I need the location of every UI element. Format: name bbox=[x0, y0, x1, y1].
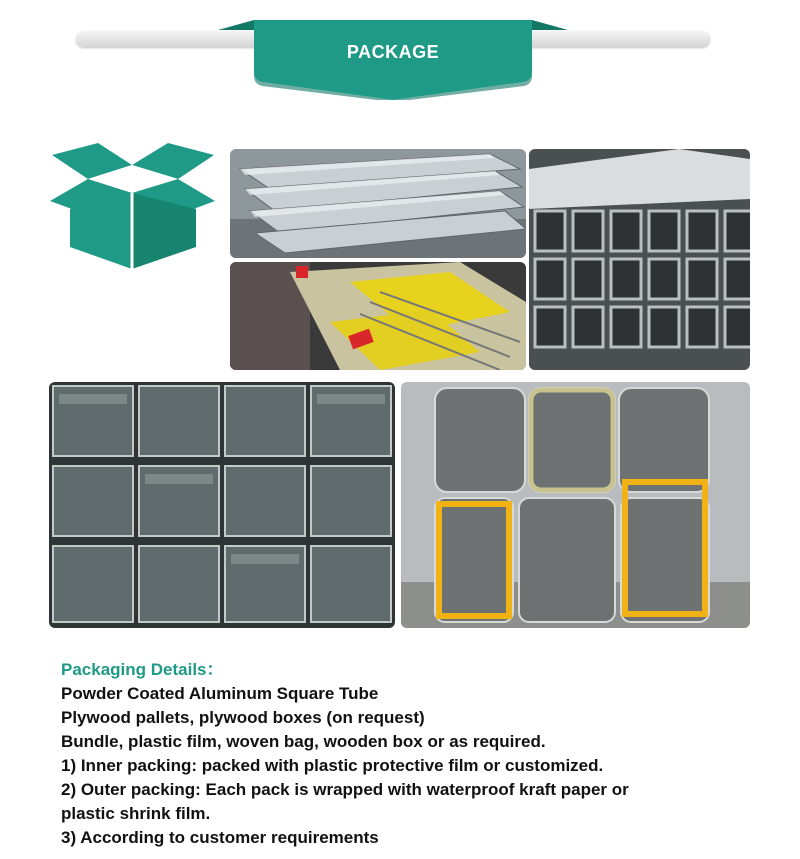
details-line-outer-packing: 2) Outer packing: Each pack is wrapped with waterproof kraft paper or bbox=[61, 780, 629, 799]
woven-bag-bundles-photo bbox=[401, 382, 750, 628]
details-line-customer-req: 3) According to customer requirements bbox=[61, 828, 379, 847]
details-heading: Packaging Details： bbox=[61, 660, 224, 679]
details-line-pallets: Plywood pallets, plywood boxes (on request) bbox=[61, 708, 425, 727]
packaging-details bbox=[61, 658, 761, 850]
banner-title: PACKAGE bbox=[346, 42, 440, 62]
details-line-outer-packing-cont: plastic shrink film. bbox=[61, 804, 211, 823]
square-tubes-closeup-photo bbox=[529, 149, 750, 370]
details-line-inner-packing: 1) Inner packing: packed with plastic protective film or customized. bbox=[61, 756, 604, 775]
open-box-icon bbox=[50, 143, 215, 271]
package-banner bbox=[218, 20, 568, 100]
details-line-product: Powder Coated Aluminum Square Tube bbox=[61, 684, 379, 703]
aluminum-tubes-stacked-photo bbox=[230, 149, 526, 258]
tubes-plywood-pallet-photo bbox=[230, 262, 526, 370]
details-line-bundle: Bundle, plastic film, woven bag, wooden box or as required. bbox=[61, 732, 546, 751]
film-wrapped-bundles-photo bbox=[49, 382, 395, 628]
